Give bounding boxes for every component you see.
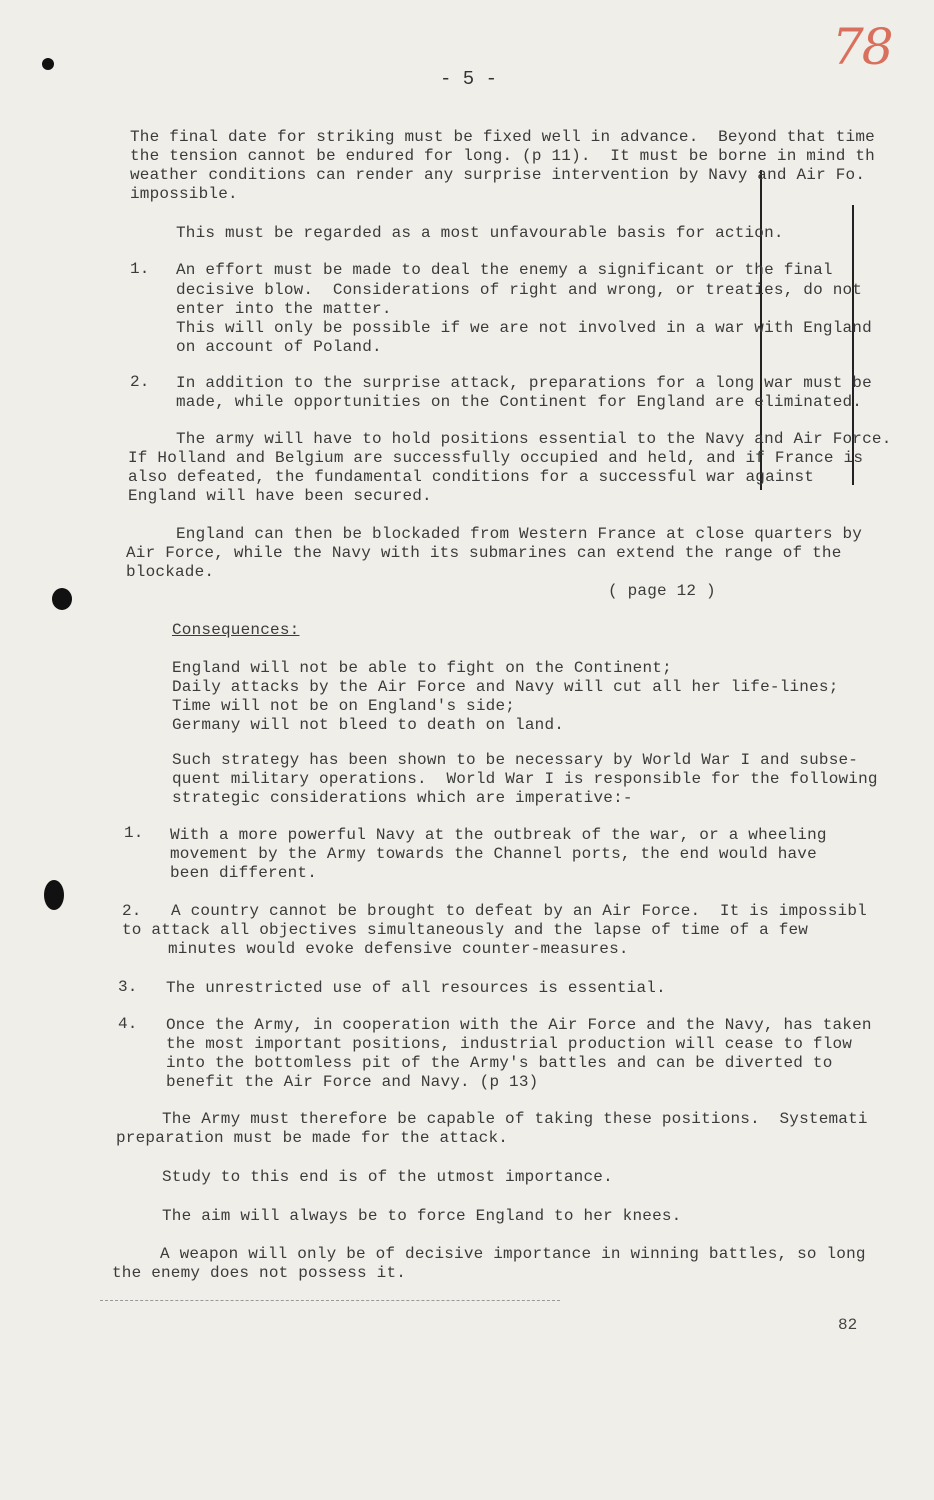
page-number: - 5 -	[440, 68, 498, 90]
text-line: In addition to the surprise attack, preparations for a long war must be	[176, 374, 872, 392]
text-line: Such strategy has been shown to be necessary by World War I and subse-	[172, 751, 859, 769]
text-line: With a more powerful Navy at the outbreak of the war, or a wheeling	[170, 826, 827, 844]
text-line: enter into the matter.	[176, 300, 392, 318]
text-line: The army will have to hold positions essential to the Navy and Air Force.	[176, 430, 892, 448]
item-number: 1.	[130, 260, 150, 278]
item-number: 4.	[118, 1015, 138, 1033]
text-line: Once the Army, in cooperation with the Air Force and the Navy, has taken	[166, 1016, 872, 1034]
punch-hole-lower	[44, 880, 64, 910]
text-line: The unrestricted use of all resources is essential.	[166, 979, 666, 997]
text-line: Germany will not bleed to death on land.	[172, 716, 565, 734]
text-line: minutes would evoke defensive counter-measures.	[168, 940, 629, 958]
section-heading: Consequences:	[172, 621, 300, 639]
text-line: preparation must be made for the attack.	[116, 1129, 509, 1147]
page-reference: ( page 12 )	[608, 582, 716, 600]
text-line: impossible.	[130, 185, 238, 203]
item-number: 1.	[124, 824, 144, 842]
text-line: England can then be blockaded from Western France at close quarters by	[176, 525, 863, 543]
text-line: Air Force, while the Navy with its submarines can extend the range of the	[126, 544, 842, 562]
text-line: to attack all objectives simultaneously and the lapse of time of a few	[122, 921, 809, 939]
text-line: The aim will always be to force England to her knees.	[162, 1207, 682, 1225]
text-line: the most important positions, industrial production will cease to flow	[166, 1035, 853, 1053]
item-number: 3.	[118, 978, 138, 996]
text-line: decisive blow. Considerations of right and wrong, or treaties, do not	[176, 281, 863, 299]
text-line: This must be regarded as a most unfavourable basis for action.	[176, 224, 784, 242]
text-line: movement by the Army towards the Channel ports, the end would have	[170, 845, 817, 863]
punch-hole-middle	[52, 588, 72, 610]
text-line: quent military operations. World War I is responsible for the following	[172, 770, 878, 788]
text-line: Daily attacks by the Air Force and Navy will cut all her life-lines;	[172, 678, 839, 696]
text-line: This will only be possible if we are not involved in a war with England	[176, 319, 872, 337]
text-line: The final date for striking must be fixed well in advance. Beyond that time	[130, 128, 875, 146]
text-line: 2. A country cannot be brought to defeat by an Air Force. It is impossibl	[122, 902, 867, 920]
text-line: England will have been secured.	[128, 487, 432, 505]
text-line: blockade.	[126, 563, 215, 581]
text-line: strategic considerations which are imperative:-	[172, 789, 633, 807]
text-line: A weapon will only be of decisive importance in winning battles, so long	[160, 1245, 866, 1263]
text-line: been different.	[170, 864, 318, 882]
text-line: benefit the Air Force and Navy. (p 13)	[166, 1073, 539, 1091]
text-line: made, while opportunities on the Continent for England are eliminated.	[176, 393, 863, 411]
text-line: Time will not be on England's side;	[172, 697, 516, 715]
text-line: Study to this end is of the utmost importance.	[162, 1168, 613, 1186]
item-number: 2.	[130, 373, 150, 391]
text-line: weather conditions can render any surprise intervention by Navy and Air Fo.	[130, 166, 866, 184]
punch-hole-top	[42, 58, 54, 70]
text-line: also defeated, the fundamental conditions for a successful war against	[128, 468, 815, 486]
text-line: the enemy does not possess it.	[112, 1264, 407, 1282]
footer-page-number: 82	[838, 1316, 858, 1334]
text-line: into the bottomless pit of the Army's battles and can be diverted to	[166, 1054, 833, 1072]
footer-rule	[100, 1300, 560, 1301]
archive-stamp: 78	[832, 18, 892, 76]
text-line: England will not be able to fight on the Continent;	[172, 659, 672, 677]
text-line: If Holland and Belgium are successfully occupied and held, and if France is	[128, 449, 864, 467]
text-line: the tension cannot be endured for long. (p 11). It must be borne in mind th	[130, 147, 875, 165]
text-line: An effort must be made to deal the enemy a significant or the final	[176, 261, 833, 279]
text-line: The Army must therefore be capable of taking these positions. Systemati	[162, 1110, 868, 1128]
text-line: on account of Poland.	[176, 338, 382, 356]
